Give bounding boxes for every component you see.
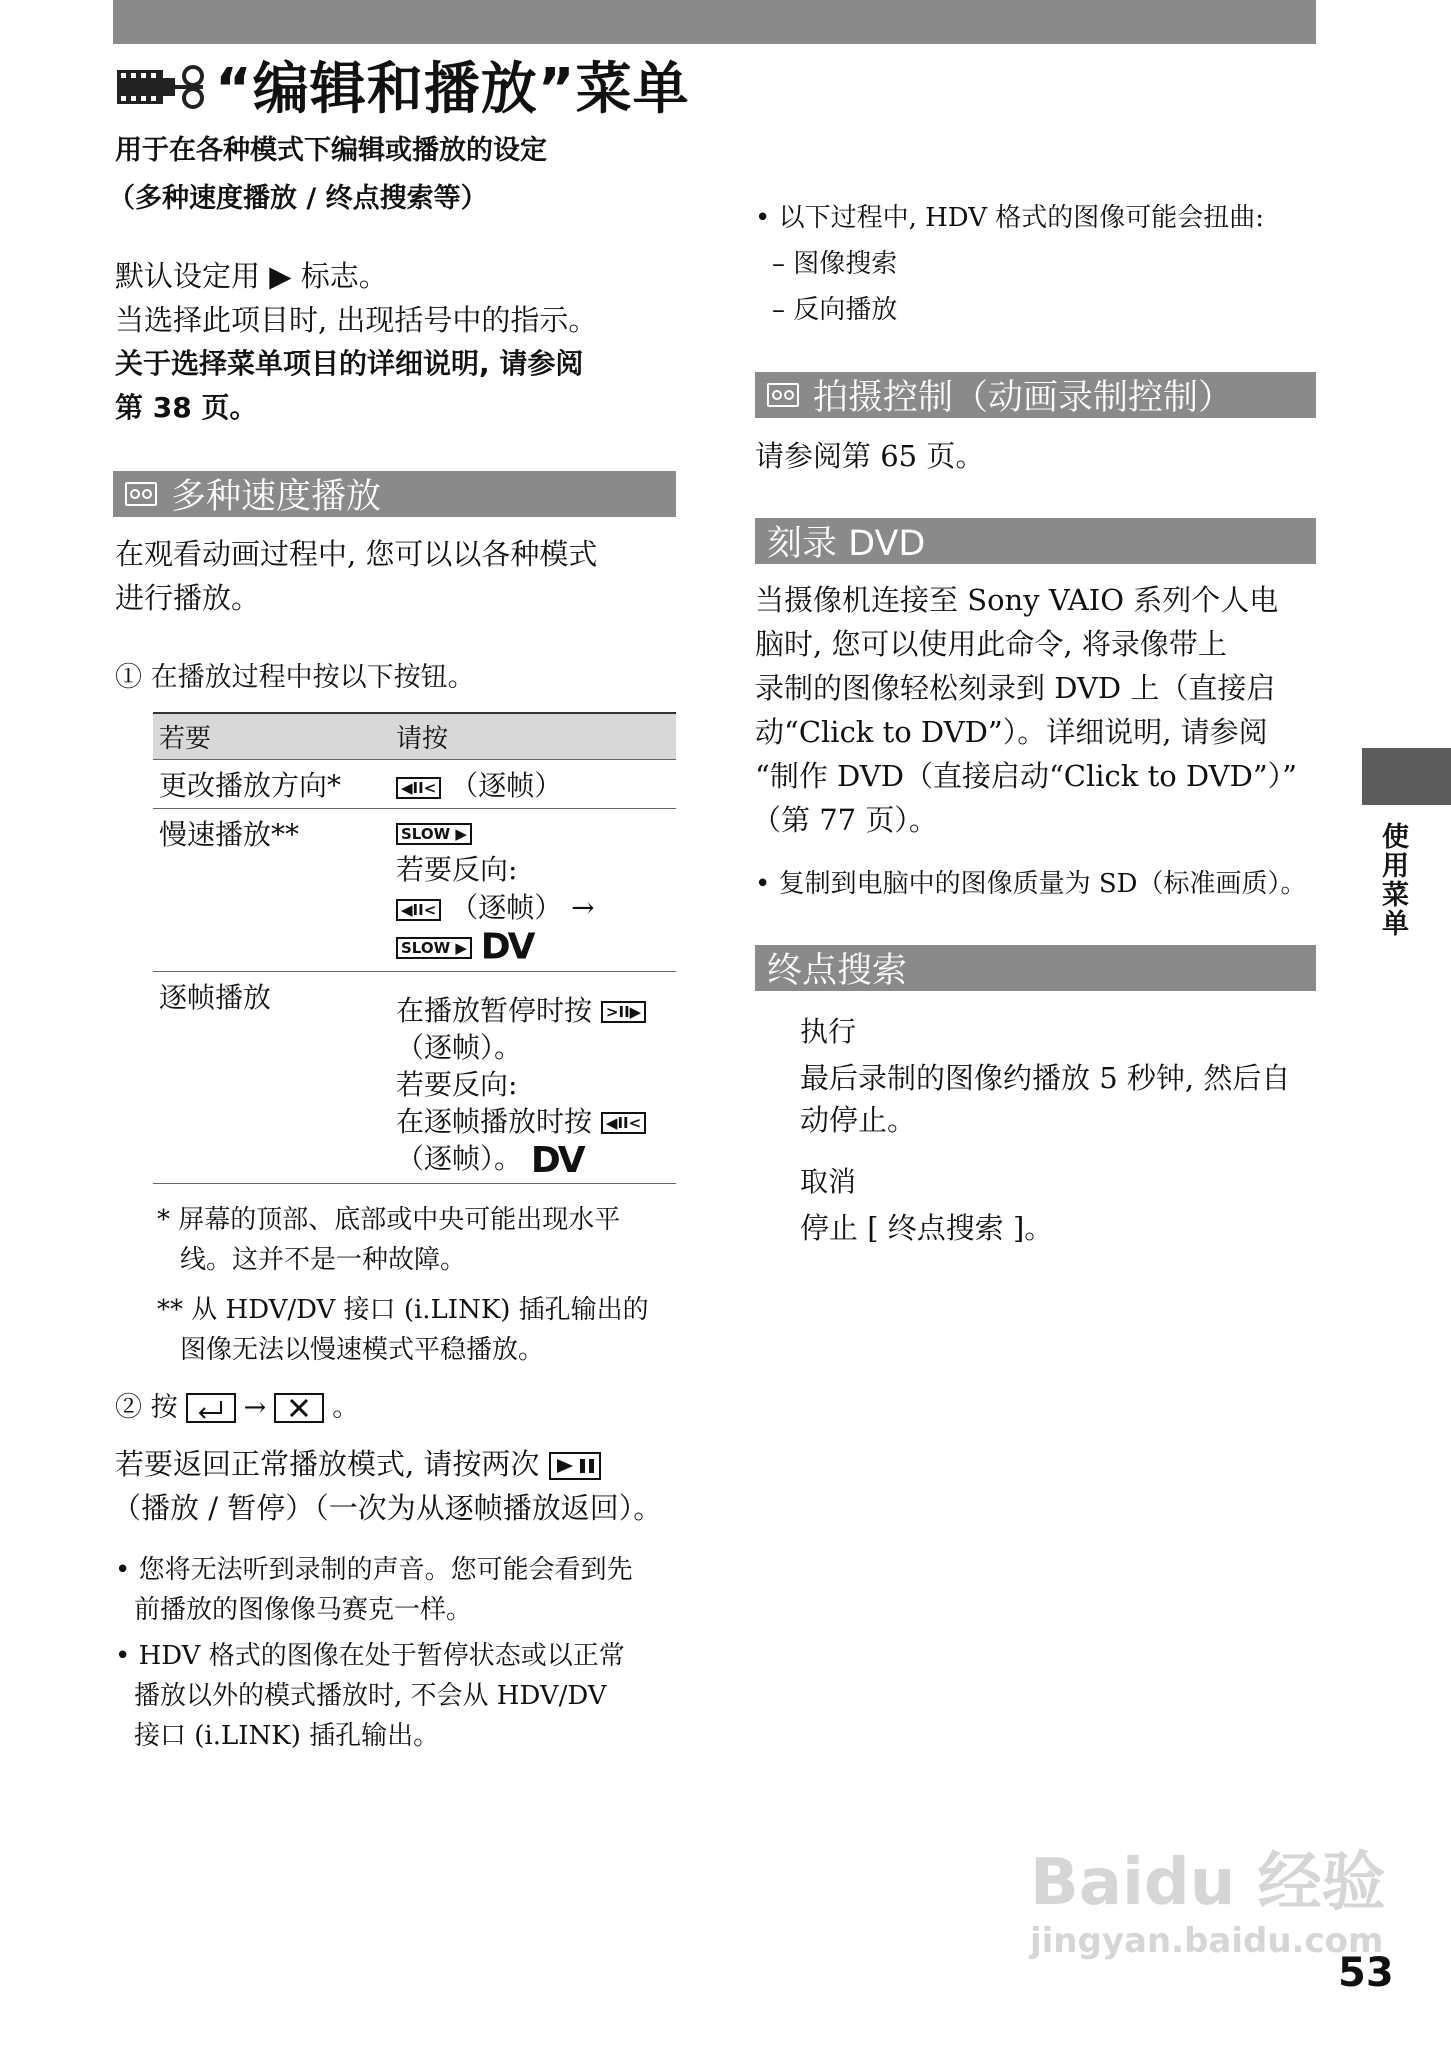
- burn-dvd-line-1: 当摄像机连接至 Sony VAIO 系列个人电: [755, 583, 1279, 617]
- row2-want: 慢速播放**: [159, 818, 300, 851]
- right-bullet-1-item-2: – 反向播放: [772, 295, 898, 325]
- bullet-2-line-3: 接口 (i.LINK) 插孔输出。: [134, 1721, 440, 1751]
- step-2-end: 。: [332, 1392, 360, 1423]
- note-1-line-2: 线。这并不是一种故障。: [180, 1245, 467, 1275]
- return-text: 若要返回正常播放模式, 请按两次: [115, 1447, 540, 1481]
- step-2-arrow: →: [243, 1392, 267, 1423]
- burn-dvd-line-3: 录制的图像轻松刻录到 DVD 上（直接启: [755, 671, 1276, 705]
- dv-logo-icon: DV: [530, 1139, 583, 1181]
- page-title: [115, 48, 690, 122]
- note-2-line-2: 图像无法以慢速模式平稳播放。: [180, 1335, 545, 1365]
- return-line-2: （播放 / 暂停）（一次为从逐帧播放返回）。: [112, 1491, 663, 1525]
- row3-text-4: 在逐帧播放时按: [396, 1104, 593, 1138]
- section-heading-text: 拍摄控制（动画录制控制）: [813, 378, 1234, 418]
- film-scissors-icon: [115, 60, 215, 110]
- step-2-text: ② 按: [115, 1392, 178, 1423]
- intro-line-1: 默认设定用 ▶ 标志。: [115, 259, 388, 293]
- row3-want: 逐帧播放: [159, 980, 272, 1014]
- step-2: [115, 1386, 359, 1430]
- col-header-press: 请按: [396, 724, 449, 754]
- section-heading-rec-control: [755, 372, 1316, 418]
- intro-line-3: 关于选择菜单项目的详细说明, 请参阅: [115, 347, 584, 380]
- right-bullet-1-item-1: – 图像搜索: [772, 249, 898, 279]
- play-pause-icon: [549, 1452, 601, 1480]
- note-1-line-1: * 屏幕的顶部、底部或中央可能出现水平: [157, 1205, 621, 1235]
- frame-reverse-key: ◀II<: [396, 899, 441, 921]
- tape-icon: [125, 482, 157, 506]
- section-heading-end-search: [755, 945, 1316, 991]
- title-text: “编辑和播放”菜单: [215, 57, 690, 122]
- step-1: ① 在播放过程中按以下按钮。: [115, 662, 475, 693]
- return-line-1: [115, 1442, 601, 1486]
- row2-reverse-label: 若要反向:: [396, 853, 518, 886]
- sec1-desc-1: 在观看动画过程中, 您可以以各种模式: [115, 537, 598, 571]
- section-heading-text: 多种速度播放: [171, 477, 382, 517]
- execute-line-1: 最后录制的图像约播放 5 秒钟, 然后自: [800, 1061, 1291, 1095]
- note-2-line-1: ** 从 HDV/DV 接口 (i.LINK) 插孔输出的: [157, 1295, 649, 1325]
- table-row: [153, 760, 676, 809]
- slow-key: SLOW ▶: [396, 937, 472, 959]
- burn-dvd-line-5: “制作 DVD（直接启动“Click to DVD”）”: [755, 759, 1297, 793]
- row2-press: [390, 809, 676, 972]
- intro-line-4: 第 38 页。: [115, 391, 258, 424]
- intro-line-2: 当选择此项目时, 出现括号中的指示。: [115, 303, 598, 337]
- rec-control-text: 请参阅第 65 页。: [755, 439, 985, 473]
- row1-want: 更改播放方向*: [159, 769, 342, 802]
- slow-key: SLOW ▶: [396, 823, 472, 845]
- row3-text-5: （逐帧）。: [396, 1141, 523, 1175]
- table-row: [153, 809, 676, 972]
- frame-reverse-key: ◀II<: [396, 777, 441, 799]
- section-heading-burn-dvd: [755, 518, 1316, 564]
- execute-line-2: 动停止。: [800, 1103, 917, 1137]
- watermark-line-1: Baidu 经验: [1030, 1846, 1386, 1920]
- table-row: [153, 971, 676, 1183]
- section-heading-text: 刻录 DVD: [767, 524, 926, 564]
- execute-heading: 执行: [800, 1015, 857, 1048]
- watermark-line-2: jingyan.baidu.com: [1030, 1921, 1384, 1961]
- section-heading-text: 终点搜索: [767, 951, 908, 991]
- burn-dvd-line-2: 脑时, 您可以使用此命令, 将录像带上: [755, 627, 1227, 661]
- row2-press-text: （逐帧） →: [450, 891, 595, 924]
- side-tab-marker: [1362, 748, 1451, 805]
- bullet-1-line-1: • 您将无法听到录制的声音。您可能会看到先: [115, 1555, 633, 1585]
- tape-icon: [767, 383, 799, 407]
- row3-text-2: （逐帧）。: [396, 1030, 523, 1064]
- bullet-2-line-1: • HDV 格式的图像在处于暂停状态或以正常: [115, 1641, 625, 1671]
- row3-press: [390, 971, 676, 1183]
- burn-dvd-line-6: （第 77 页）。: [752, 803, 938, 837]
- table-header: [153, 713, 676, 760]
- playback-table: [153, 712, 676, 1184]
- row1-press: [390, 760, 676, 809]
- cancel-heading: 取消: [800, 1165, 857, 1198]
- section-heading-multi-speed: [113, 471, 676, 517]
- right-bullet-1: • 以下过程中, HDV 格式的图像可能会扭曲:: [755, 203, 1264, 233]
- top-bar: [113, 0, 1316, 44]
- col-header-want: 若要: [159, 724, 212, 754]
- frame-forward-key: >II▶: [601, 1001, 646, 1023]
- row1-press-text: （逐帧）: [450, 769, 563, 802]
- subtitle-line-2: （多种速度播放 / 终点搜索等）: [108, 183, 488, 214]
- bullet-1-line-2: 前播放的图像像马赛克一样。: [134, 1595, 473, 1625]
- close-icon: [274, 1393, 324, 1423]
- cancel-line-1: 停止 [ 终点搜索 ]。: [800, 1211, 1054, 1245]
- burn-dvd-bullet: • 复制到电脑中的图像质量为 SD（标准画质）。: [755, 869, 1307, 899]
- row3-text-3: 若要反向:: [396, 1067, 518, 1101]
- row3-text-1: 在播放暂停时按: [396, 993, 593, 1027]
- dv-logo-icon: DV: [480, 926, 533, 968]
- return-icon: [186, 1393, 236, 1423]
- subtitle-line-1: 用于在各种模式下编辑或播放的设定: [115, 135, 547, 166]
- page-number: 53: [1338, 1950, 1394, 1996]
- baidu-watermark: [1030, 1845, 1386, 1961]
- frame-reverse-key: ◀II<: [601, 1112, 646, 1134]
- bullet-2-line-2: 播放以外的模式播放时, 不会从 HDV/DV: [134, 1681, 607, 1711]
- side-tab-label: 使用菜单: [1377, 822, 1408, 938]
- sec1-desc-2: 进行播放。: [115, 581, 261, 615]
- burn-dvd-line-4: 动“Click to DVD”）。详细说明, 请参阅: [755, 715, 1268, 749]
